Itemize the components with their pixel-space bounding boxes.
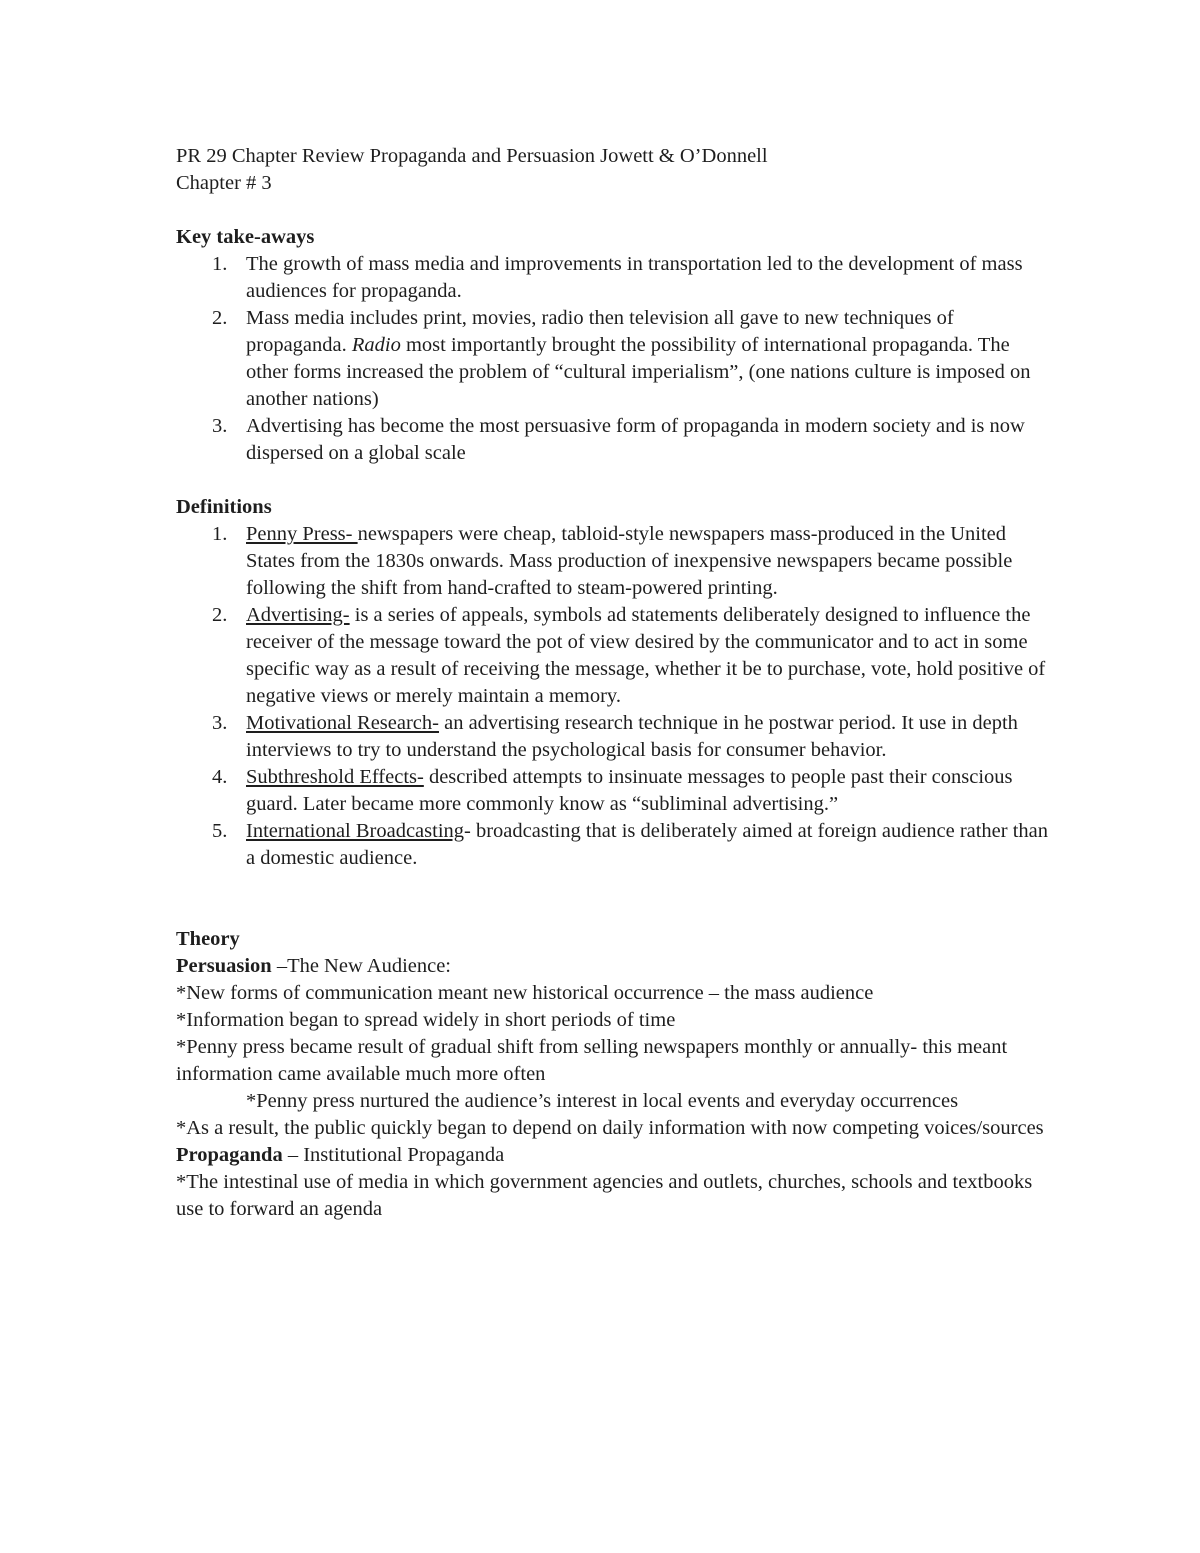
list-item-text: most importantly brought the possibility of international propaganda. The other forms increased the problem of “cultural imperialism”, (one nations culture is imposed on another nations): [246, 334, 1031, 410]
persuasion-subtitle: –The New Audience:: [271, 955, 452, 977]
spacer: [176, 197, 1056, 224]
chapter-label: Chapter # 3: [176, 172, 272, 194]
document-title: PR 29 Chapter Review Propaganda and Persuasion Jowett & O’Donnell: [176, 145, 768, 167]
propaganda-subheading: [176, 1142, 1056, 1169]
definition-item: [176, 710, 1056, 764]
takeaways-heading: Key take-aways: [176, 226, 315, 248]
list-item: [176, 251, 1056, 305]
list-number: 1.: [212, 523, 228, 545]
definitions-list: [176, 521, 1056, 872]
definition-text: - broadcasting that is deliberately aimed at foreign audience rather than a domestic audience.: [246, 820, 1049, 869]
list-number: 4.: [212, 766, 228, 788]
definitions-heading: Definitions: [176, 496, 272, 518]
propaganda-subtitle: – Institutional Propaganda: [282, 1144, 505, 1166]
propaganda-point: *The intestinal use of media in which government agencies and outlets, churches, schools and textbooks use to forward an agenda: [176, 1171, 1033, 1220]
definition-item: [176, 818, 1056, 872]
list-number: 5.: [212, 820, 228, 842]
persuasion-point: *As a result, the public quickly began to depend on daily information with now competing voices/sources: [176, 1117, 1044, 1139]
definition-item: [176, 602, 1056, 710]
definition-term: International Broadcasting: [246, 820, 465, 842]
definition-item: [176, 521, 1056, 602]
definition-term: Penny Press-: [246, 523, 358, 545]
definition-item: [176, 764, 1056, 818]
definition-text: is a series of appeals, symbols ad statements deliberately designed to influence the receiver of the message toward the pot of view desired by the communicator and to act in some specific way as a result of receiving the message, whether it be to purchase, vote, hold positive of negative views or merely maintain a memory.: [246, 604, 1046, 707]
list-number: 2.: [212, 307, 228, 329]
document-page: [176, 143, 1056, 1223]
list-item: [176, 413, 1056, 467]
definition-term: Motivational Research-: [246, 712, 439, 734]
definition-term: Advertising-: [246, 604, 350, 626]
persuasion-point: *New forms of communication meant new historical occurrence – the mass audience: [176, 982, 874, 1004]
definition-text: newspapers were cheap, tabloid-style newspapers mass-produced in the United States from the 1830s onwards. Mass production of inexpensive newspapers became possible following the shift from hand-crafted to steam-powered printing.: [246, 523, 1013, 599]
list-item-text: The growth of mass media and improvements in transportation led to the development of mass audiences for propaganda.: [246, 253, 1023, 302]
list-number: 2.: [212, 604, 228, 626]
persuasion-subpoint: *Penny press nurtured the audience’s interest in local events and everyday occurrences: [246, 1090, 959, 1112]
persuasion-point: *Penny press became result of gradual shift from selling newspapers monthly or annually- this meant information came available much more often: [176, 1036, 1008, 1085]
persuasion-label: Persuasion: [176, 955, 272, 977]
definition-term: Subthreshold Effects-: [246, 766, 424, 788]
list-item: [176, 305, 1056, 413]
persuasion-subheading: [176, 953, 1056, 980]
takeaways-list: [176, 251, 1056, 467]
definition-text: an advertising research technique in he postwar period. It use in depth interviews to try to understand the psychological basis for consumer behavior.: [246, 712, 1018, 761]
italic-emphasis: Radio: [351, 334, 401, 356]
theory-heading: Theory: [176, 928, 240, 950]
spacer: [176, 872, 1056, 926]
list-number: 3.: [212, 415, 228, 437]
definition-text: described attempts to insinuate messages to people past their conscious guard. Later became more commonly know as “subliminal advertising.”: [246, 766, 1013, 815]
list-item-text: Mass media includes print, movies, radio then television all gave to new techniques of propaganda.: [246, 307, 954, 356]
propaganda-label: Propaganda: [176, 1144, 283, 1166]
spacer: [176, 467, 1056, 494]
list-item-text: Advertising has become the most persuasive form of propaganda in modern society and is now dispersed on a global scale: [246, 415, 1025, 464]
list-number: 3.: [212, 712, 228, 734]
persuasion-point: *Information began to spread widely in short periods of time: [176, 1009, 676, 1031]
list-number: 1.: [212, 253, 228, 275]
